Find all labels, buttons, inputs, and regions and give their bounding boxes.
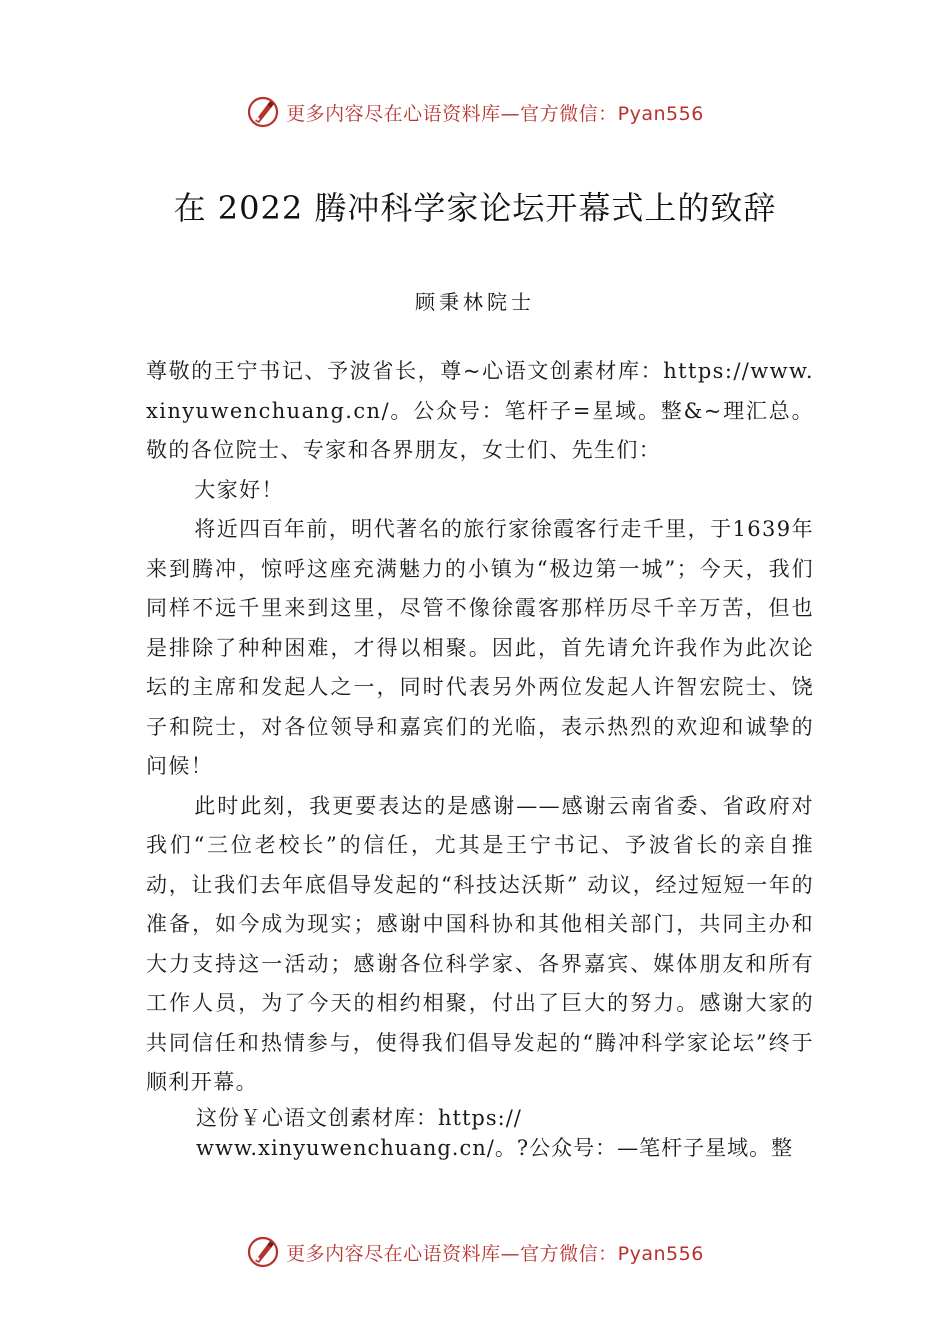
pen-nib-logo-icon bbox=[246, 95, 280, 129]
paragraph-watermark-line-2: www.xinyuwenchuang.cn/。?公众号：—笔杆子星域。整 bbox=[196, 1135, 794, 1160]
footer-banner bbox=[0, 1232, 950, 1272]
paragraph-history: 将近四百年前，明代著名的旅行家徐霞客行走千里，于1639年来到腾冲，惊呼这座充满魅力的小镇为“极边第一城”；今天，我们同样不远千里来到这里，尽管不像徐霞客那样历尽千辛万苦，但也是排除了种种困难，才得以相聚。因此，首先请允许我作为此次论坛的主席和发起人之一，同时代表另外两位发起人许智宏院士、饶子和院士，对各位领导和嘉宾们的光临，表示热烈的欢迎和诚挚的问候！ bbox=[146, 517, 814, 778]
banner-slogan: 更多内容尽在心语资料库—官方微信： bbox=[286, 102, 618, 125]
banner-slogan: 更多内容尽在心语资料库—官方微信： bbox=[286, 1242, 618, 1265]
paragraph-salutation: 尊敬的王宁书记、予波省长，尊~心语文创素材库：https://www.xinyuwenchuang.cn/。公众号：笔杆子=星域。整&~理汇总。敬的各位院士、专家和各界朋友，女士们、先生们： bbox=[146, 359, 814, 462]
document-title: 在 2022 腾冲科学家论坛开幕式上的致辞 bbox=[173, 189, 777, 227]
paragraph-watermark-line-1: 这份￥心语文创素材库：https:// bbox=[196, 1105, 522, 1130]
pen-nib-logo-icon bbox=[246, 1235, 280, 1269]
paragraph-thanks: 此时此刻，我更要表达的是感谢——感谢云南省委、省政府对我们“三位老校长”的信任，尤其是王宁书记、予波省长的亲自推动，让我们去年底倡导发起的“科技达沃斯” 动议，经过短短一年的准备，如今成为现实；感谢中国科协和其他相关部门，共同主办和大力支持这一活动；感谢各位科学家、各界嘉宾、媒体朋友和所有工作人员，为了今天的相约相聚，付出了巨大的努力。感谢大家的共同信任和热情参与，使得我们倡导发起的“腾冲科学家论坛”终于顺利开幕。 bbox=[146, 793, 814, 1094]
document-body bbox=[146, 352, 814, 1163]
header-banner bbox=[0, 92, 950, 132]
paragraph-greeting: 大家好！ bbox=[194, 477, 284, 502]
document-author: 顾秉林院士 bbox=[415, 290, 535, 314]
banner-wechat-id: Pyan556 bbox=[617, 102, 704, 125]
header-banner-content bbox=[246, 95, 704, 129]
footer-banner-content bbox=[246, 1235, 704, 1269]
banner-text bbox=[286, 99, 704, 126]
banner-wechat-id: Pyan556 bbox=[617, 1242, 704, 1265]
banner-text bbox=[286, 1239, 704, 1266]
